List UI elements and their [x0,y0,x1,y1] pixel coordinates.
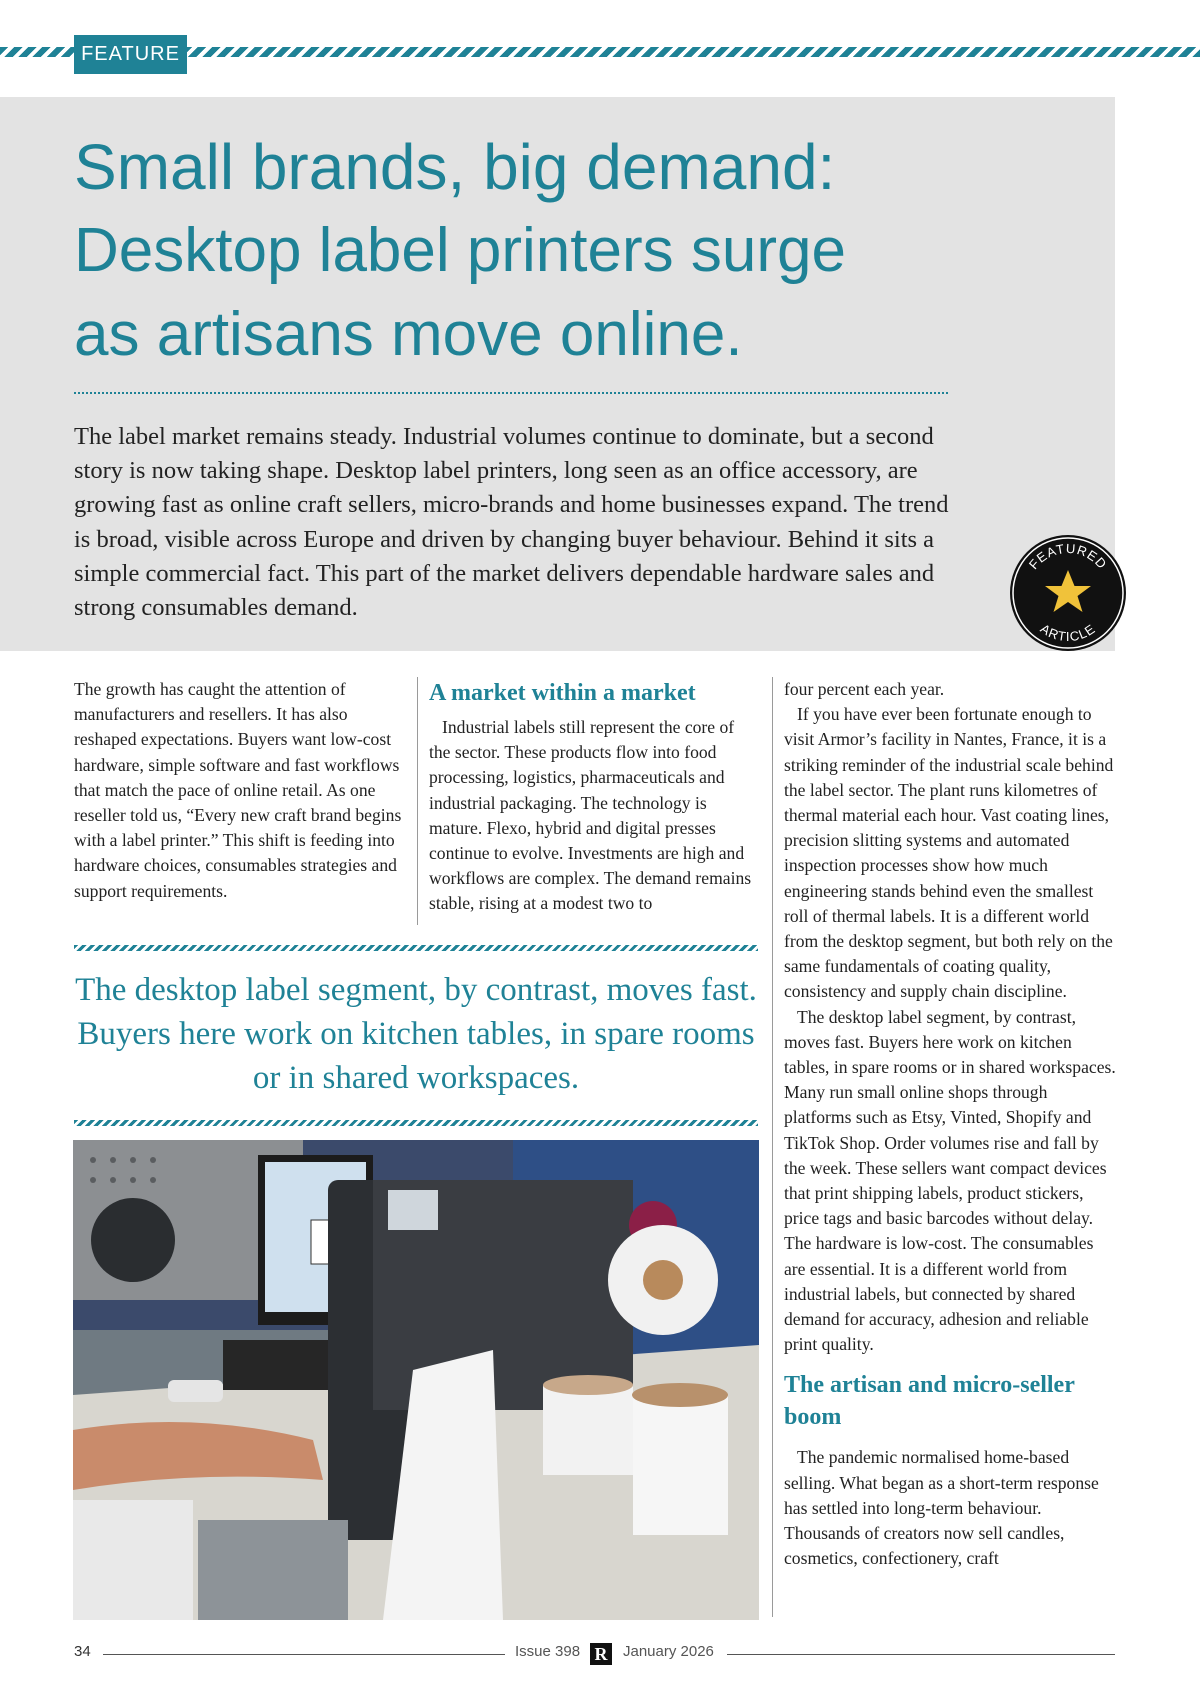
pullquote-top-rule [74,945,758,951]
section-tag: FEATURE [74,35,187,74]
photo-illustration [73,1140,759,1620]
footer-rule-right [727,1654,1115,1655]
pull-quote: The desktop label segment, by contrast, moves fast. Buyers here work on kitchen tables, in spare rooms or in shared workspaces. [75,972,757,1096]
column-rule [772,677,773,1617]
publication-logo: R [590,1643,612,1665]
badge-graphic [1010,535,1126,651]
svg-text:ARTICLE [1038,621,1098,644]
issue-number: Issue 398 [515,1643,581,1660]
page-title [74,125,974,377]
title-line-2: Desktop label printers surge [74,216,846,285]
body-column-2 [429,677,759,917]
body-paragraph: The desktop label segment, by contrast, moves fast. Buyers here work on kitchen tables, in spare rooms or in shared workspaces. Many run small online shops through platforms such as Etsy, Vinted, Shopify and TikTok Shop. Order volumes rise and fall by the week. These sellers want compact devices that print shipping labels, product stickers, price tags and basic barcodes without delay. The hardware is low-cost. The consumables are essential. It is a different world from industrial labels, but connected by shared demand for accuracy, adhesion and reliable print quality. [784,1006,1116,1355]
page-number: 34 [74,1643,91,1660]
body-paragraph: The pandemic normalised home-based selling. What began as a short-term response has settled into long-term behaviour. Thousands of creators now sell candles, cosmetics, confectionery, craft [784,1447,1099,1569]
title-divider [74,392,948,394]
section-heading-artisan: The artisan and micro-seller boom [784,1372,1075,1431]
body-paragraph: If you have ever been fortunate enough to visit Armor’s facility in Nantes, France, it is a striking reminder of the industrial scale behind the label sector. The plant runs kilometres of thermal material each hour. Vast coating lines, precision slitting systems and automated inspection processes show how much engineering stands behind even the smallest roll of thermal labels. It is a different world from the desktop segment, but both rely on the same fundamentals of coating quality, consistency and supply chain discipline. [784,704,1114,1002]
body-paragraph: Industrial labels still represent the core of the sector. These products flow into food processing, logistics, pharmaceuticals and industrial packaging. The technology is mature. Flexo, hybrid and digital presses continue to evolve. Investments are high and workflows are complex. The demand remains stable, rising at a modest two to [429,717,752,914]
body-column-1 [74,677,409,904]
standfirst: The label market remains steady. Industrial volumes continue to dominate, but a second story is now taking shape. Desktop label printers, long seen as an office accessory, are growing fast as online craft sellers, micro-brands and home businesses expand. The trend is broad, visible across Europe and driven by changing buyer behaviour. Behind it sits a simple commercial fact. This part of the market delivers dependable hardware sales and strong consumables demand. [74,423,949,622]
body-column-3 [784,677,1116,1572]
column-rule [417,677,418,925]
pullquote-bottom-rule [74,1120,758,1126]
body-paragraph: The growth has caught the attention of manufacturers and resellers. It has also reshaped expectations. Buyers want low-cost hardware, simple software and fast workflows that match the pace of online retail. As one reseller told us, “Every new craft brand begins with a label printer.” This shift is feeding into hardware choices, consumables strategies and support requirements. [74,679,402,901]
footer-rule-left [103,1654,505,1655]
label-printer-photo [73,1140,759,1620]
section-heading-market: A market within a market [429,680,696,706]
badge-bottom-text: ARTICLE [1037,620,1099,645]
badge-top-text: FEATURED [1025,540,1111,573]
star-icon [1045,570,1091,612]
featured-article-badge [1010,535,1126,651]
issue-date: January 2026 [623,1643,714,1660]
body-paragraph: four percent each year. [784,679,945,699]
title-line-3: as artisans move online. [74,300,743,369]
title-line-1: Small brands, big demand: [74,131,836,203]
svg-text:FEATURED [1026,541,1110,572]
